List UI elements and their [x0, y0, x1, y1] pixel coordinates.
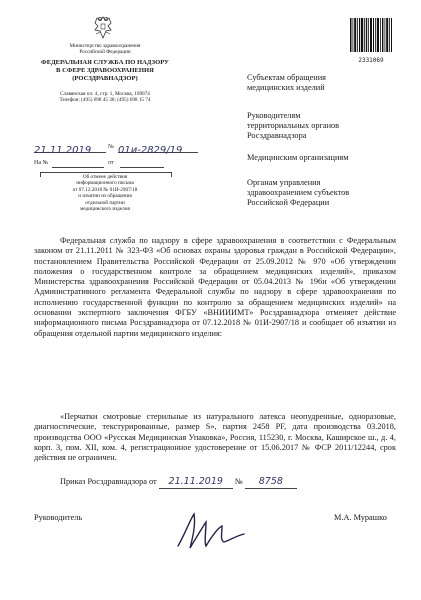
sender-phone: Телефон: (495) 698 45 38; (495) 698 15 74: [59, 97, 151, 104]
recipient-3-line-1: Медицинским организациям: [247, 153, 349, 162]
service-name-line-1: ФЕДЕРАЛЬНАЯ СЛУЖБА ПО НАДЗОРУ: [41, 58, 169, 66]
service-name-line-2: В СФЕРЕ ЗДРАВООХРАНЕНИЯ: [56, 66, 154, 74]
recipient-1-line-2: медицинских изделий: [247, 83, 325, 92]
reference-number-field: [52, 160, 104, 168]
subject-line-5: отдельной партии: [85, 199, 125, 206]
recipient-2-line-3: Росздравнадзора: [247, 131, 307, 140]
subject-line-1: Об отмене действия: [82, 174, 128, 180]
signatory-name: М.А. Мурашко: [334, 513, 387, 522]
registration-number-field: [118, 140, 198, 156]
reference-date-label: от: [108, 160, 114, 166]
recipient-4-line-1: Органам управления: [247, 178, 321, 187]
recipient-2-line-2: территориальных органов: [247, 121, 340, 130]
order-number-label: №: [234, 477, 243, 486]
registration-number-prefix: №: [108, 144, 114, 150]
ministry-line-2: Российской Федерации: [79, 49, 131, 56]
sender-address: Славянская пл. 4, стр. 1, Москва, 109074: [60, 90, 150, 97]
recipient-4: [247, 178, 407, 208]
registration-date: 21.11.2019: [34, 145, 92, 156]
order-line: [60, 476, 360, 489]
subject-line-3: от 07.12.2018 № 01И-2907/18: [72, 186, 138, 193]
order-prefix: Приказ Росздравнадзора от: [60, 477, 157, 486]
registration-date-field: [34, 140, 106, 156]
subject-line-6: медицинского изделия: [80, 206, 130, 213]
recipient-2-line-1: Руководителям: [247, 111, 301, 120]
ministry-line-1: Министерство здравоохранения: [69, 43, 141, 49]
recipient-4-line-2: здравоохранением субъектов: [247, 188, 350, 197]
recipient-2: [247, 111, 407, 141]
sender-block: [30, 43, 180, 104]
subject-block: [55, 174, 155, 212]
barcode-number: 2331069: [358, 57, 384, 64]
signatory-role: Руководитель: [34, 513, 83, 522]
service-name-line-3: (РОСЗДРАВНАДЗОР): [72, 74, 138, 82]
registration-number: 01и-2829/19: [118, 145, 183, 156]
handwritten-signature: [172, 506, 252, 556]
subject-line-4: и изъятии из обращения: [78, 193, 132, 200]
barcode: [350, 18, 392, 64]
reference-date-field: [120, 160, 164, 168]
reference-number-label: На №: [34, 160, 49, 166]
coat-of-arms-emblem: [92, 14, 114, 40]
body-paragraph-2: «Перчатки смотровые стерильные из натурального латекса неопудренные, одноразовые, диагностические, текстурированные, размер S», партия 2458 PF, дата производства 03.2018, производства ООО «Русская Медицинская Упаковка», Россия, 115230, г. Москва, Каширское ш., д. 4, корп. 3, пом. XII, ком. 4, регистрационное удостоверение от 15.06.2017 № ФСР 2011/12244, срок действия не ограничен.: [34, 412, 396, 463]
body-paragraph-1: Федеральная служба по надзору в сфере здравоохранения в соответствии с Федеральным законом от 21.11.2011 № 323-ФЗ «Об основах охраны здоровья граждан в Российской Федерации», постановлением Правительства Российской Федерации от 25.09.2012 № 970 «Об утверждении положения о государственном контроле за обращением медицинских изделий», приказом Министерства здравоохранения Российской Федерации от 05.04.2013 № 196н «Об утверждении Административного регламента Федеральной службы по надзору в сфере здравоохранения по исполнению государственной функции по контролю за обращением медицинских изделий» на основании экспертного заключения ФГБУ «ВНИИИМТ» Росздравнадзора отменяет действие информационного письма Росздравнадзора от 07.12.2018 № 01И-2907/18 и сообщает об изъятии из обращения отдельной партии медицинского изделия:: [34, 236, 396, 338]
recipient-3: [247, 153, 407, 163]
subject-line-2: информационного письма: [76, 180, 134, 187]
recipient-4-line-3: Российской Федерации: [247, 198, 330, 207]
order-date: 21.11.2019: [159, 476, 233, 489]
recipient-1: [247, 73, 407, 93]
order-number: 8758: [245, 476, 297, 489]
recipient-1-line-1: Субъектам обращения: [247, 73, 326, 82]
